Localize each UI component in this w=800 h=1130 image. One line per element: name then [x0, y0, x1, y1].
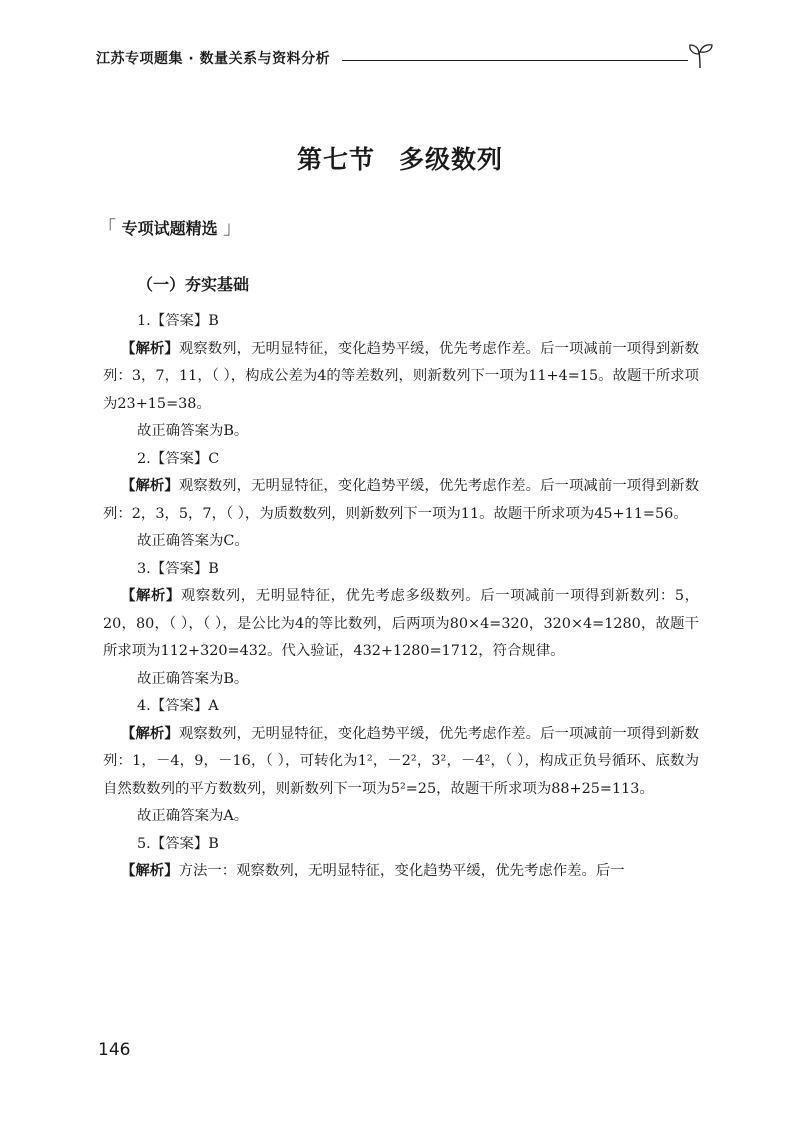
running-header [96, 40, 716, 70]
answer-line-4: 4.【答案】A [137, 698, 219, 714]
analysis-text: 观察数列，无明显特征，变化趋势平缓，优先考虑作差。后一项减前一项得到新数列：3，7，11，（ ），构成公差为4的等差数列，则新数列下一项为11+4=15。故题干所求项为23+15=38。 [103, 340, 699, 412]
conclusion-4: 故正确答案为A。 [137, 808, 249, 824]
right-bracket: 」 [223, 218, 242, 239]
practice-heading [98, 214, 241, 240]
answer-line-1: 1.【答案】B [137, 313, 219, 329]
answer-line-3: 3.【答案】B [137, 560, 219, 577]
conclusion-1: 故正确答案为B。 [137, 423, 249, 439]
analysis-text: 观察数列，无明显特征，变化趋势平缓，优先考虑作差。后一项减前一项得到新数列：1，－4，9，－16，（ ），可转化为1²，－2²，3²，－4²，（ ），构成正负号循环、底数为自然数数列的平方数数列，则新数列下一项为5²=25，故题干所求项为88+25=113。 [103, 725, 699, 797]
practice-heading-label: 专项试题精选 [121, 219, 218, 238]
subsection-heading: （一）夯实基础 [137, 275, 250, 294]
analysis-2 [103, 473, 699, 528]
conclusion-3: 故正确答案为B。 [137, 670, 249, 687]
left-bracket: 「 [98, 218, 116, 239]
analysis-text: 观察数列，无明显特征，优先考虑多级数列。后一项减前一项得到新数列：5，20，80，（ ），（ ），是公比为4的等比数列，后两项为80×4=320，320×4=1280，故题干所求项为112+320=432。代入验证，432+1280=1712，符合规律。 [103, 588, 699, 659]
analysis-tag: 【解析】 [121, 588, 181, 604]
page-number: 146 [98, 1040, 131, 1060]
solutions-body [103, 308, 699, 886]
analysis-tag: 【解析】 [121, 478, 179, 494]
analysis-3 [103, 583, 699, 666]
running-title: 江苏专项题集 · 数量关系与资料分析 [96, 51, 331, 67]
section-number: 第七节 [296, 145, 375, 174]
answer-line-5: 5.【答案】B [137, 835, 219, 852]
analysis-tag: 【解析】 [121, 340, 179, 357]
section-name: 多级数列 [399, 145, 504, 174]
section-title [0, 140, 800, 176]
conclusion-2: 故正确答案为C。 [137, 533, 249, 549]
analysis-1 [103, 336, 699, 419]
analysis-tag: 【解析】 [121, 725, 179, 742]
analysis-5 [103, 858, 699, 886]
sprout-icon [684, 40, 716, 70]
analysis-text: 方法一：观察数列，无明显特征，变化趋势平缓，优先考虑作差。后一 [178, 863, 625, 879]
header-rule [342, 60, 688, 61]
answer-line-2: 2.【答案】C [137, 450, 220, 467]
analysis-tag: 【解析】 [121, 863, 179, 879]
analysis-4 [103, 721, 699, 804]
analysis-text: 观察数列，无明显特征，变化趋势平缓，优先考虑作差。后一项减前一项得到新数列：2，3，5，7，（ ），为质数数列，则新数列下一项为11。故题干所求项为45+11=56。 [103, 478, 699, 522]
